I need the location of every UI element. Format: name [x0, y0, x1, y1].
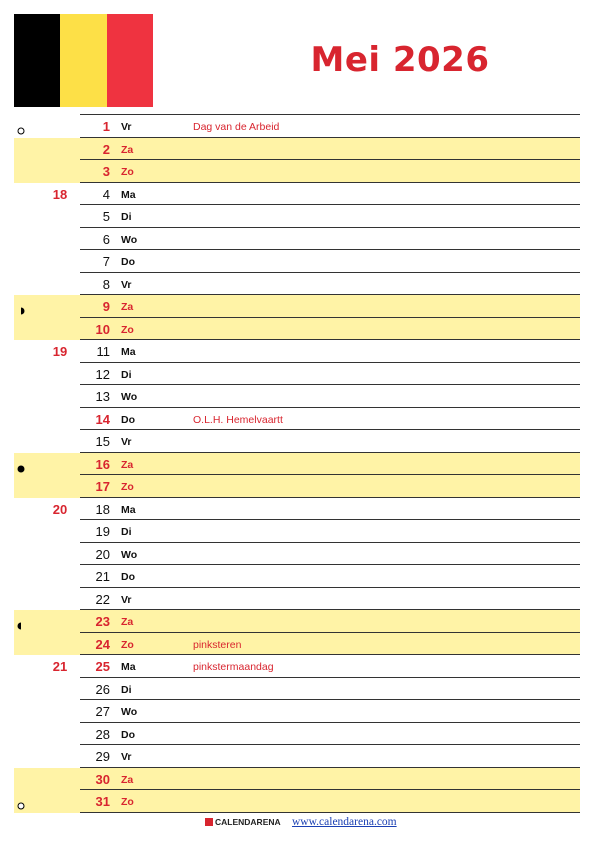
day-number: 20	[95, 546, 110, 562]
day-of-week: Di	[121, 526, 132, 538]
day-number: 5	[102, 209, 110, 224]
day-number: 11	[96, 344, 110, 359]
day-number: 4	[102, 186, 110, 202]
day-number: 28	[95, 726, 110, 742]
day-number: 19	[95, 524, 110, 539]
day-number: 26	[95, 681, 110, 697]
day-row	[0, 115, 595, 138]
day-of-week: Di	[121, 211, 132, 223]
day-of-week: Zo	[121, 323, 134, 336]
day-row	[0, 385, 595, 408]
day-row	[0, 430, 595, 453]
day-number: 8	[102, 276, 110, 292]
day-number: 21	[95, 569, 110, 584]
day-row	[0, 318, 595, 341]
day-row	[0, 453, 595, 476]
day-row	[0, 408, 595, 431]
day-row	[0, 768, 595, 791]
footer	[0, 816, 595, 832]
day-row	[0, 610, 595, 633]
day-of-week: Ma	[121, 188, 136, 201]
day-row	[0, 273, 595, 296]
day-row	[0, 745, 595, 768]
day-row	[0, 543, 595, 566]
day-number: 31	[95, 794, 110, 809]
day-of-week: Ma	[121, 346, 136, 358]
day-number: 14	[95, 411, 110, 427]
day-row	[0, 250, 595, 273]
day-of-week: Zo	[121, 166, 134, 178]
day-number: 29	[95, 749, 110, 764]
day-row	[0, 520, 595, 543]
day-of-week: Do	[121, 413, 135, 426]
day-of-week: Wo	[121, 391, 138, 403]
day-number: 30	[95, 771, 110, 787]
day-of-week: Di	[121, 683, 132, 696]
last-quarter-icon	[17, 302, 25, 310]
day-row	[0, 655, 595, 678]
row-divider	[80, 812, 580, 813]
holiday-label: O.L.H. Hemelvaartt	[193, 413, 283, 426]
day-of-week: Zo	[121, 481, 134, 493]
day-of-week: Vr	[121, 593, 132, 606]
holiday-label: pinksteren	[193, 638, 242, 651]
day-row	[0, 205, 595, 228]
day-row	[0, 588, 595, 611]
day-row	[0, 160, 595, 183]
day-of-week: Za	[121, 616, 134, 628]
week-number: 19	[52, 344, 68, 359]
day-of-week: Wo	[121, 233, 138, 246]
day-number: 6	[102, 231, 110, 247]
day-number: 27	[95, 704, 110, 719]
full-moon-icon	[17, 122, 25, 130]
day-number: 2	[102, 141, 110, 157]
day-of-week: Ma	[121, 503, 136, 516]
flag-stripe-red	[107, 14, 153, 107]
day-row	[0, 678, 595, 701]
page-title: Mei 2026	[310, 40, 490, 80]
footer-brand-label: CALENDARENA	[215, 817, 281, 827]
day-of-week: Zo	[121, 796, 134, 808]
day-of-week: Vr	[121, 121, 132, 133]
day-number: 9	[102, 299, 110, 314]
footer-brand	[205, 817, 281, 827]
day-of-week: Vr	[121, 751, 132, 763]
belgium-flag	[14, 14, 153, 107]
day-of-week: Za	[121, 301, 134, 313]
day-number: 15	[95, 434, 110, 449]
day-number: 22	[95, 591, 110, 607]
week-number: 18	[52, 186, 68, 202]
day-of-week: Do	[121, 256, 135, 268]
day-number: 7	[102, 254, 110, 269]
first-quarter-icon	[17, 617, 25, 625]
flag-stripe-black	[14, 14, 60, 107]
day-of-week: Zo	[121, 638, 134, 651]
day-number: 24	[95, 636, 110, 652]
day-number: 16	[95, 456, 110, 472]
day-row	[0, 183, 595, 206]
day-of-week: Do	[121, 571, 135, 583]
day-row	[0, 475, 595, 498]
day-row	[0, 138, 595, 161]
day-number: 3	[102, 164, 110, 179]
day-of-week: Di	[121, 368, 132, 381]
week-number: 20	[52, 501, 68, 517]
day-of-week: Za	[121, 458, 134, 471]
day-row	[0, 565, 595, 588]
day-row	[0, 340, 595, 363]
day-row	[0, 363, 595, 386]
new-moon-icon	[17, 460, 25, 468]
day-number: 17	[95, 479, 110, 494]
day-number: 25	[95, 659, 110, 674]
day-of-week: Za	[121, 143, 134, 156]
calendar-icon	[205, 818, 213, 826]
day-of-week: Wo	[121, 706, 138, 718]
day-number: 18	[95, 501, 110, 517]
day-of-week: Do	[121, 728, 135, 741]
day-number: 10	[95, 321, 110, 337]
calendar-grid	[0, 115, 595, 813]
flag-stripe-yellow	[60, 14, 106, 107]
day-number: 13	[95, 389, 110, 404]
day-number: 12	[95, 366, 110, 382]
holiday-label: pinkstermaandag	[193, 661, 274, 673]
footer-link[interactable]: www.calendarena.com	[292, 816, 397, 828]
day-row	[0, 700, 595, 723]
day-of-week: Za	[121, 773, 134, 786]
day-row	[0, 723, 595, 746]
day-of-week: Wo	[121, 548, 138, 561]
day-number: 23	[95, 614, 110, 629]
day-row	[0, 498, 595, 521]
day-number: 1	[102, 119, 110, 134]
day-of-week: Ma	[121, 661, 136, 673]
day-row	[0, 633, 595, 656]
week-number: 21	[52, 659, 68, 674]
day-of-week: Vr	[121, 436, 132, 448]
day-row	[0, 790, 595, 813]
holiday-label: Dag van de Arbeid	[193, 121, 280, 133]
full-moon-icon	[17, 797, 25, 805]
day-of-week: Vr	[121, 278, 132, 291]
day-row	[0, 295, 595, 318]
day-row	[0, 228, 595, 251]
